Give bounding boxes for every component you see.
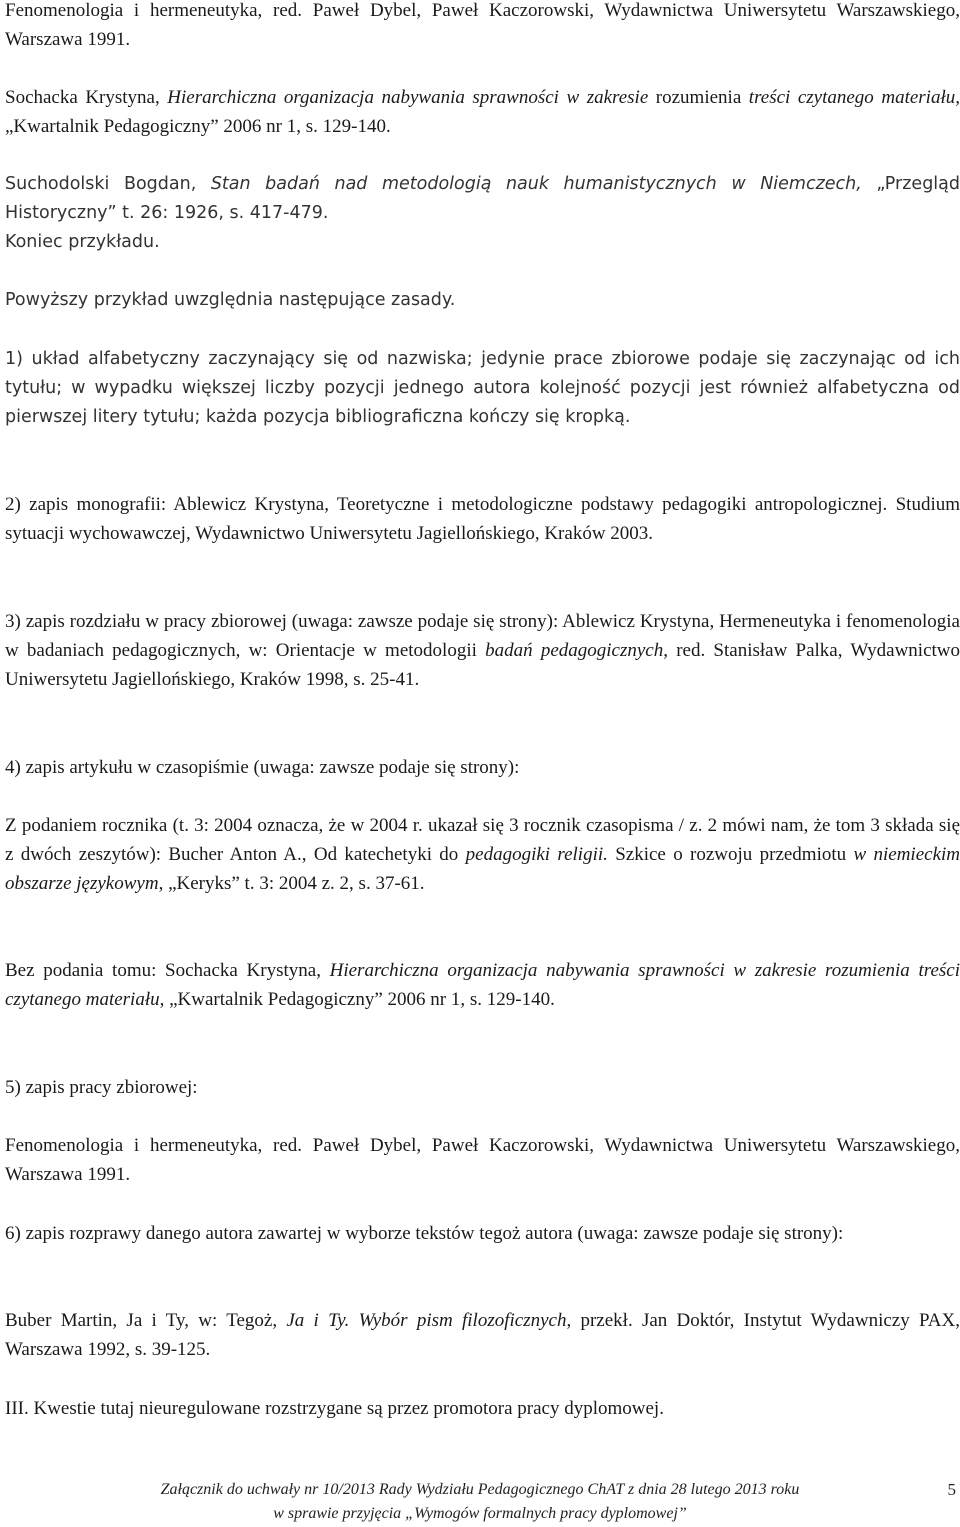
example-end-label: Koniec przykładu.: [5, 232, 160, 252]
footer-line-2: w sprawie przyjęcia „Wymogów formalnych pracy dyplomowej”: [273, 1505, 687, 1522]
rule-4-with-volume: Z podaniem rocznika (t. 3: 2004 oznacza, że w 2004 r. ukazał się 3 rocznik czasopisma / z. 2 mówi nam, że tom 3 składa się z dwóch zeszytów): Bucher Anton A., Od katechetyki do pedagogiki religii. Szkice o rozwoju przedmiotu w niemieckim obszarze językowym, „Keryks” t. 3: 2004 z. 2, s. 37-61.: [5, 815, 960, 894]
bibliography-entry-suchodolski: Suchodolski Bogdan, Stan badań nad metodologią nauk humanistycznych w Niemczech, „Przegląd Historyczny” t. 26: 1926, s. 417-479.: [5, 174, 960, 223]
bibliography-entry-sochacka: Sochacka Krystyna, Hierarchiczna organizacja nabywania sprawności w zakresie rozumienia treści czytanego materiału, „Kwartalnik Pedagogiczny” 2006 nr 1, s. 129-140.: [5, 87, 960, 137]
rules-intro: Powyższy przykład uwzględnia następujące zasady.: [5, 290, 456, 310]
footer-line-1: Załącznik do uchwały nr 10/2013 Rady Wydziału Pedagogicznego ChAT z dnia 28 lutego 2013 roku: [160, 1481, 800, 1498]
rule-1-alphabetical: 1) układ alfabetyczny zaczynający się od nazwiska; jedynie prace zbiorowe podaje się zaczynając od ich tytułu; w wypadku większej liczby pozycji jednego autora kolejność pozycji jest również alfabetyczna od pierwszej litery tytułu; każda pozycja bibliograficzna kończy się kropką.: [5, 349, 960, 427]
rule-4-article: 4) zapis artykułu w czasopiśmie (uwaga: zawsze podaje się strony):: [5, 757, 520, 778]
section-iii-note: III. Kwestie tutaj nieuregulowane rozstrzygane są przez promotora pracy dyplomowej.: [5, 1398, 664, 1419]
rule-2-monograph: 2) zapis monografii: Ablewicz Krystyna, Teoretyczne i metodologiczne podstawy pedagogiki antropologicznej. Studium sytuacji wychowawczej, Wydawnictwo Uniwersytetu Jagiellońskiego, Kraków 2003.: [5, 494, 960, 544]
page-number: 5: [947, 1480, 956, 1499]
rule-5-collective-work: 5) zapis pracy zbiorowej:: [5, 1077, 198, 1098]
rule-6-selected-texts: 6) zapis rozprawy danego autora zawartej w wyborze tekstów tegoż autora (uwaga: zawsze podaje się strony):: [5, 1223, 844, 1244]
bibliography-entry-fenomenologia-example: Fenomenologia i hermeneutyka, red. Paweł Dybel, Paweł Kaczorowski, Wydawnictwa Uniwersytetu Warszawskiego, Warszawa 1991.: [5, 1135, 960, 1185]
bibliography-entry-buber: Buber Martin, Ja i Ty, w: Tegoż, Ja i Ty. Wybór pism filozoficznych, przekł. Jan Doktór, Instytut Wydawniczy PAX, Warszawa 1992, s. 39-125.: [5, 1310, 960, 1360]
bibliography-entry-fenomenologia: Fenomenologia i hermeneutyka, red. Paweł Dybel, Paweł Kaczorowski, Wydawnictwa Uniwersytetu Warszawskiego, Warszawa 1991.: [5, 0, 960, 50]
rule-4-without-volume: Bez podania tomu: Sochacka Krystyna, Hierarchiczna organizacja nabywania sprawności w zakresie rozumienia treści czytanego materiału, „Kwartalnik Pedagogiczny” 2006 nr 1, s. 129-140.: [5, 960, 960, 1010]
page-footer: [0, 1478, 960, 1526]
rule-3-chapter: 3) zapis rozdziału w pracy zbiorowej (uwaga: zawsze podaje się strony): Ablewicz Krystyna, Hermeneutyka i fenomenologia w badaniach pedagogicznych, w: Orientacje w metodologii badań pedagogicznych, red. Stanisław Palka, Wydawnictwo Uniwersytetu Jagiellońskiego, Kraków 1998, s. 25-41.: [5, 611, 960, 690]
